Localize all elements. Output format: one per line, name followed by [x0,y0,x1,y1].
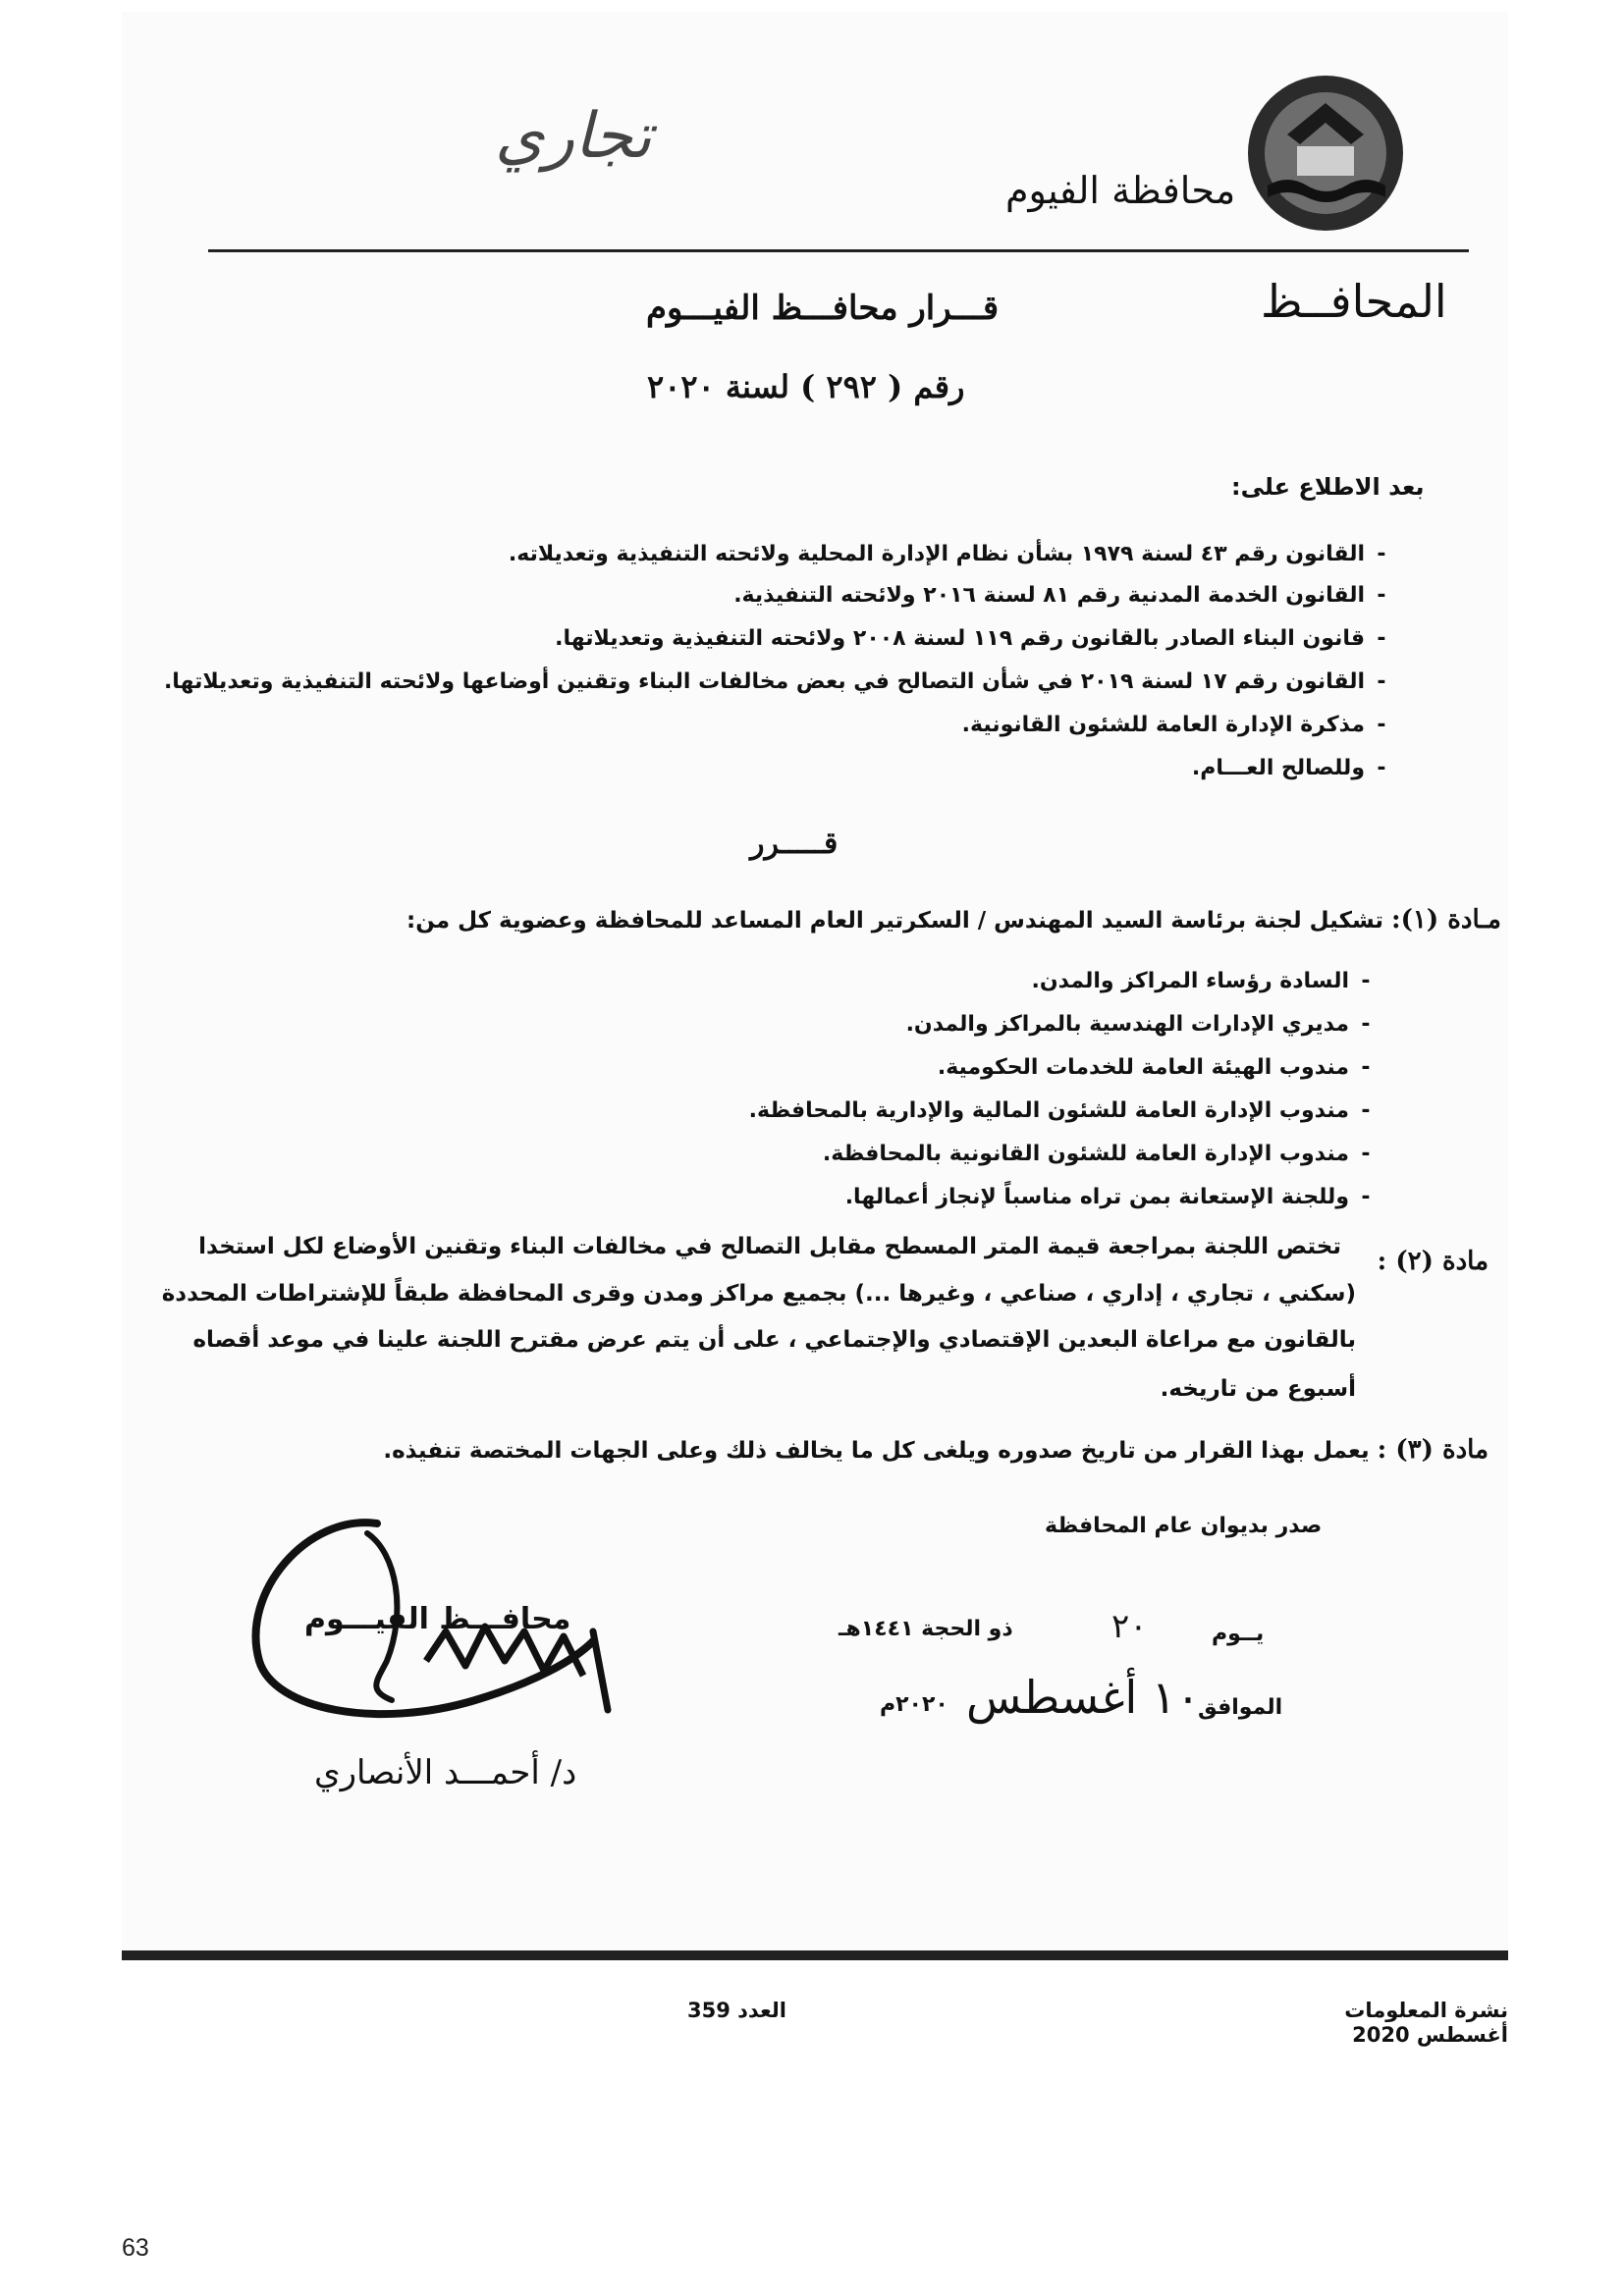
list-item: -قانون البناء الصادر بالقانون رقم ١١٩ لسنة ٢٠٠٨ ولائحته التنفيذية وتعديلاتها. [555,626,1386,651]
bulletin-issue: العدد 359 [687,1999,786,2022]
decides-heading: قـــــرر [750,827,839,861]
article-3-text: يعمل بهذا القرار من تاريخ صدوره ويلغى كل ما يخالف ذلك وعلى الجهات المختصة تنفيذه. [383,1438,1370,1464]
article-3 [383,1435,1489,1465]
article-1-label: مـادة (١): [1391,905,1501,934]
scan-edge [122,1950,1508,1960]
decision-number: رقم ( ٢٩٢ ) لسنة ٢٠٢٠ [647,368,965,405]
governorate-name: محافظة الفيوم [1005,169,1236,212]
list-item: -مندوب الإدارة العامة للشئون المالية والإدارية بالمحافظة. [748,1098,1371,1123]
list-item: -وللجنة الإستعانة بمن تراه مناسباً لإنجاز أعمالها. [844,1185,1371,1209]
signatory-name: د/ أحمـــد الأنصاري [314,1753,577,1792]
list-item: -القانون رقم ١٧ لسنة ٢٠١٩ في شأن التصالح في بعض مخالفات البناء وتقنين أوضاعها ولائحته التنفيذية وتعديلاتها. [163,669,1386,694]
committee-members [499,969,1382,1234]
seal-icon [1248,76,1403,231]
list-item: -مندوب الهيئة العامة للخدمات الحكومية. [937,1055,1371,1080]
gregorian-day-month: ١٠ أغسطس [966,1671,1201,1724]
article-2-line: بالقانون مع مراعاة البعدين الإقتصادي والإجتماعي ، على أن يتم عرض مقترح اللجنة علينا في موعد أقصاه [192,1327,1356,1353]
list-item: -السادة رؤساء المراكز والمدن. [1031,969,1371,993]
list-item: -مذكرة الإدارة العامة للشئون القانونية. [961,713,1386,737]
list-item: -مديري الإدارات الهندسية بالمراكز والمدن. [905,1012,1371,1037]
article-2-line: تختص اللجنة بمراجعة قيمة المتر المسطح مقابل التصالح في مخالفات البناء وتقنين الأوضاع لكل استخدا [198,1234,1341,1259]
list-item: -مندوب الإدارة العامة للشئون القانونية بالمحافظة. [822,1142,1371,1166]
handwritten-note: تجاري [495,100,652,173]
preamble-list [122,542,1398,817]
list-item: -القانون رقم ٤٣ لسنة ١٩٧٩ بشأن نظام الإدارة المحلية ولائحته التنفيذية وتعديلاته. [508,542,1386,566]
day-label: يــوم [1212,1622,1265,1646]
scanned-decree [122,12,1508,1960]
article-1-text: تشكيل لجنة برئاسة السيد المهندس / السكرتير العام المساعد للمحافظة وعضوية كل من: [406,908,1383,934]
article-1 [406,905,1501,934]
article-3-label: مادة (٣) : [1377,1435,1489,1465]
list-item: -وللصالح العـــام. [1191,756,1386,780]
article-2-label: مادة (٢) : [1377,1247,1489,1276]
preamble-intro: بعد الاطلاع على: [1231,473,1425,501]
decision-title: قـــرار محافـــظ الفيـــوم [646,289,1000,328]
governor-office: المحافــظ [1261,275,1447,328]
gregorian-year: ٢٠٢٠م [880,1692,948,1717]
bulletin-name: نشرة المعلومات [1344,1999,1508,2022]
signature-title: محافـــظ الفيـــوم [304,1602,571,1636]
article-2-line: (سكني ، تجاري ، إداري ، صناعي ، وغيرها ...) بجميع مراكز ومدن وقرى المحافظة طبقاً للإشتراطات المحددة [161,1281,1356,1307]
hijri-day: ٢٠ [1111,1607,1148,1646]
hijri-date: ذو الحجة ١٤٤١هـ [839,1617,1013,1641]
issued-at: صدر بديوان عام المحافظة [1045,1514,1323,1538]
footer-brand [1344,1999,1508,2048]
gregorian-label: الموافق [1198,1695,1283,1720]
bulletin-month: أغسطس 2020 [1352,2023,1508,2047]
article-2-line: أسبوع من تاريخه. [1160,1376,1356,1402]
header-divider [208,249,1469,252]
governorate-seal [1248,76,1403,231]
list-item: -القانون الخدمة المدنية رقم ٨١ لسنة ٢٠١٦ ولائحته التنفيذية. [733,583,1386,608]
page-number: 63 [122,2234,149,2262]
